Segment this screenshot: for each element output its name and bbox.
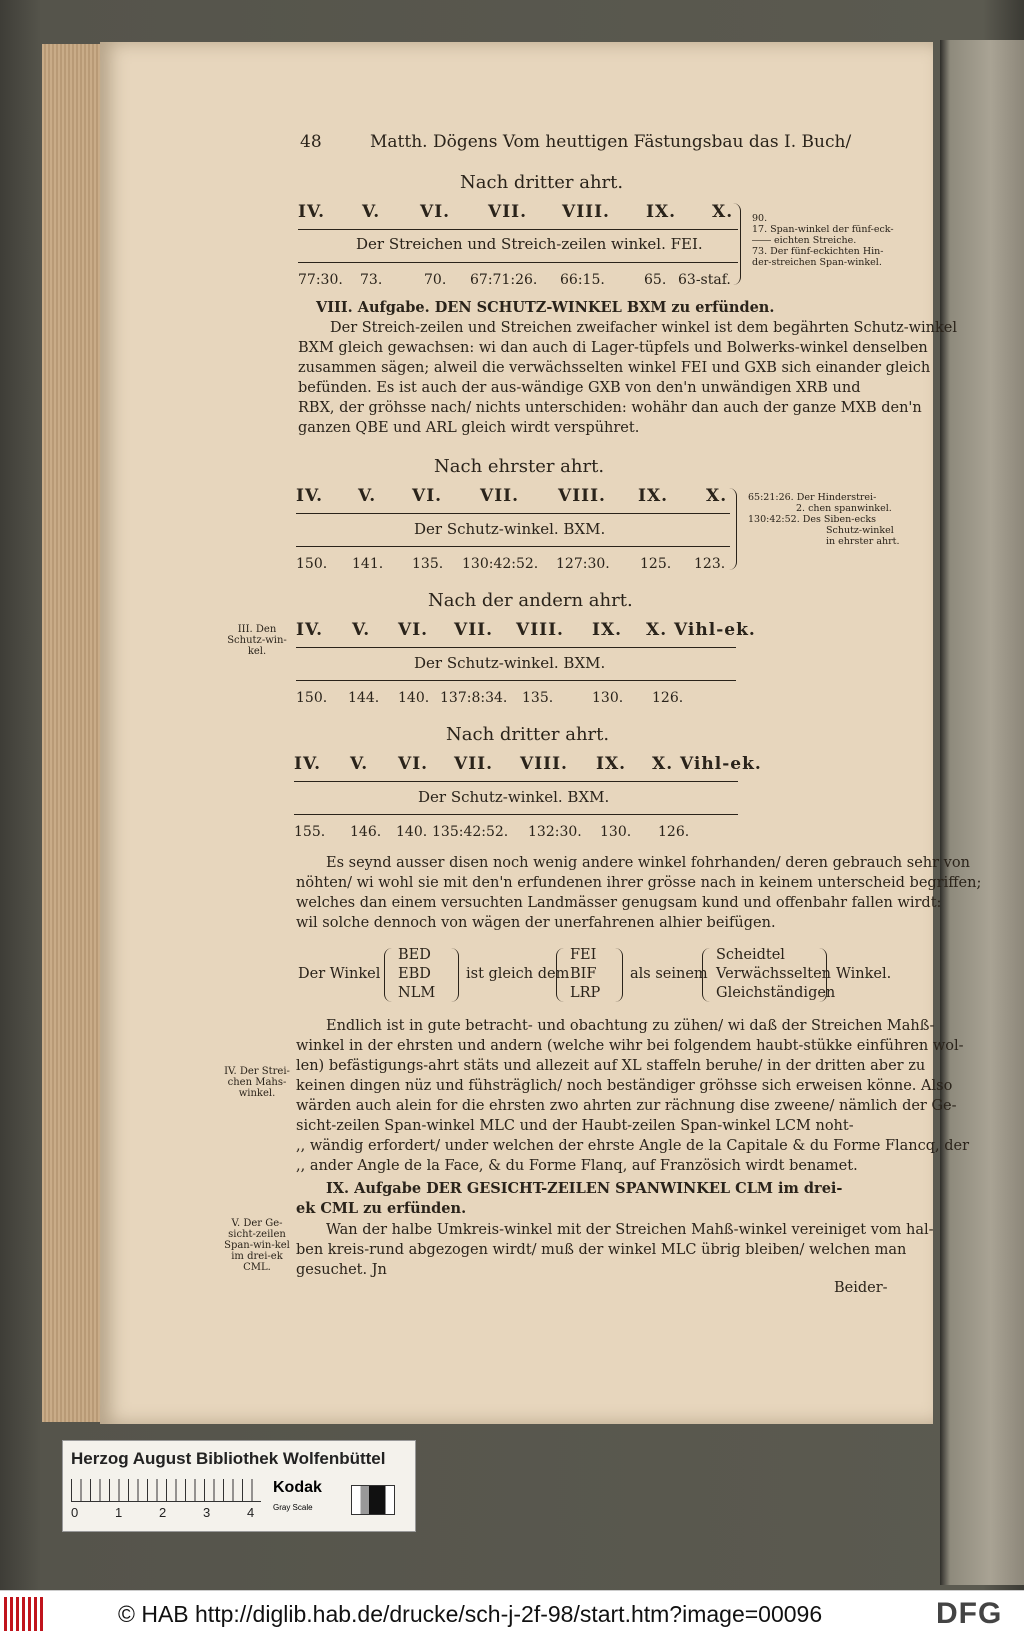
table2-brace-bottom	[296, 546, 730, 556]
margin-note-v: V. Der Ge-sicht-zeilen Span-win-kel im drei-ek CML.	[224, 1218, 290, 1273]
table4-col-4: VIII.	[520, 754, 568, 774]
table3-col-1: V.	[352, 620, 371, 640]
table4-label: Der Schutz-winkel. BXM.	[418, 788, 610, 806]
table2-val-6: 123.	[694, 556, 726, 572]
table3-col-5: IX.	[592, 620, 623, 640]
table3-brace-bottom	[296, 680, 736, 690]
table3-col-3: VII.	[454, 620, 494, 640]
para-other-1: nöhten/ wi wohl sie mit den'n erfundenen ihrer grösse nach in keinem unterscheid begriffen;	[296, 875, 982, 891]
dfg-logo: DFG	[936, 1597, 1003, 1630]
table3-col-0: IV.	[296, 620, 324, 640]
table4-val-5: 130.	[600, 824, 632, 840]
table4-col-6: X. Vihl-ek.	[652, 754, 762, 774]
table4-val-0: 155.	[294, 824, 326, 840]
scale-number-4: 4	[247, 1505, 255, 1520]
table4-title: Nach dritter ahrt.	[446, 724, 610, 745]
table1-brace-bottom	[298, 262, 738, 272]
task8-line-2: zusammen sägen; alweil die verwächsselten winkel FEI und GXB sich einander gleich	[298, 360, 931, 376]
kodak-label: Kodak Gray Scale	[273, 1479, 322, 1512]
table2-val-2: 135.	[412, 556, 444, 572]
equiv-prefix: Der Winkel	[298, 966, 381, 982]
table4-col-3: VII.	[454, 754, 494, 774]
table3-col-4: VIII.	[516, 620, 564, 640]
hab-logo-icon	[4, 1597, 44, 1631]
para-end-3: keinen dingen nüz und fühsträglich/ noch beständiger gröhsse sich erweisen könne. Also	[296, 1078, 953, 1094]
table2-col-1: V.	[358, 486, 377, 506]
para-end-4: wärden auch alein for die ehrsten zwo ahrten zur rächnung dise zweene/ nämlich der Ge-	[296, 1098, 957, 1114]
para-end-0: Endlich ist in gute betracht- und obachtung zu zühen/ wi daß der Streichen Mahß-	[326, 1018, 935, 1034]
equiv-brace-1-left	[384, 948, 395, 1002]
table1-col-1: V.	[362, 202, 381, 222]
table4-col-5: IX.	[596, 754, 627, 774]
table1-col-4: VIII.	[562, 202, 610, 222]
table3-val-3: 137:8:34.	[440, 690, 508, 706]
table4-brace-bottom	[294, 814, 738, 824]
table2-col-5: IX.	[638, 486, 669, 506]
table4-val-6: 126.	[658, 824, 690, 840]
page-number: 48	[300, 132, 322, 152]
table3-col-2: VI.	[398, 620, 429, 640]
table1-val-2: 70.	[424, 272, 447, 288]
para-end-7: ,, ander Angle de la Face, & du Forme Flanq, auf Französich wirdt benamet.	[296, 1158, 858, 1174]
gray-patch	[351, 1485, 395, 1515]
table2-val-3: 130:42:52.	[462, 556, 539, 572]
library-name: Herzog August Bibliothek Wolfenbüttel	[71, 1449, 386, 1468]
table4-col-1: V.	[350, 754, 369, 774]
scale-number-0: 0	[71, 1505, 79, 1520]
table3-col-6: X. Vihl-ek.	[646, 620, 756, 640]
table2-brace-top	[296, 504, 730, 514]
table1-val-3: 67:71:26.	[470, 272, 538, 288]
table3-label: Der Schutz-winkel. BXM.	[414, 654, 606, 672]
margin-note-iv: IV. Der Strei-chen Mahs-winkel.	[224, 1066, 290, 1099]
table2-val-1: 141.	[352, 556, 384, 572]
table1-side-brace	[730, 203, 741, 285]
table2-col-3: VII.	[480, 486, 520, 506]
task9-line-2: gesuchet. Jn	[296, 1262, 387, 1278]
para-other-3: wil solche dennoch von wägen der unerfahrenen alhier beifügen.	[296, 915, 776, 931]
task9-heading-2: ek CML zu erfünden.	[296, 1200, 467, 1217]
task8-line-0: Der Streich-zeilen und Streichen zweifacher winkel ist dem begährten Schutz-winkel	[330, 320, 958, 336]
table4-val-1: 146.	[350, 824, 382, 840]
scale-number-1: 1	[115, 1505, 123, 1520]
table1-val-1: 73.	[360, 272, 383, 288]
task9-line-1: ben kreis-rund abgezogen wirdt/ muß der winkel MLC übrig bleiben/ welchen man	[296, 1242, 907, 1258]
table1-col-3: VII.	[488, 202, 528, 222]
table4-col-0: IV.	[294, 754, 322, 774]
ruler-scale	[71, 1479, 261, 1502]
table1-col-0: IV.	[298, 202, 326, 222]
para-other-0: Es seynd ausser disen noch wenig andere winkel fohrhanden/ deren gebrauch sehr von	[326, 855, 970, 871]
footer-link[interactable]: © HAB http://diglib.hab.de/drucke/sch-j-2f-98/start.htm?image=00096	[118, 1601, 823, 1627]
table2-val-4: 127:30.	[556, 556, 610, 572]
para-other-2: welches dan einem versuchten Landmässer genugsam kund und offenbahr fallen wirdt:	[296, 895, 942, 911]
table4-val-4: 132:30.	[528, 824, 582, 840]
table3-val-5: 130.	[592, 690, 624, 706]
equiv-brace-1-right	[448, 948, 459, 1002]
table3-val-1: 144.	[348, 690, 380, 706]
task8-line-1: BXM gleich gewachsen: wi dan auch di Lager-tüpfels und Bolwerks-winkel denselben	[298, 340, 928, 356]
table2-val-5: 125.	[640, 556, 672, 572]
table1-label: Der Streichen und Streich-zeilen winkel. FEI.	[356, 235, 703, 253]
running-head: Matth. Dögens Vom heuttigen Fästungsbau das I. Buch/	[370, 132, 852, 152]
table2-label: Der Schutz-winkel. BXM.	[414, 520, 606, 538]
task9-line-0: Wan der halbe Umkreis-winkel mit der Streichen Mahß-winkel vereiniget vom hal-	[326, 1222, 934, 1238]
equiv-group-2: FEI BIF LRP	[570, 947, 601, 1001]
margin-note-iii: III. Den Schutz-win-kel.	[227, 624, 287, 657]
task8-line-5: ganzen QBE und ARL gleich wirdt verspühret.	[298, 420, 640, 436]
table1-side-notes: 90. 17. Span-winkel der fünf-eck- ―― eichten Streiche. 73. Der fünf-eckichten Hin- der-streichen Span-winkel.	[752, 213, 894, 268]
table3-val-4: 135.	[522, 690, 554, 706]
table1-val-6: 63-staf.	[678, 272, 731, 288]
para-end-6: ,, wändig erfordert/ under welchen der ehrste Angle de la Capitale & du Forme Flancq, der	[296, 1138, 970, 1154]
para-end-5: sicht-zeilen Span-winkel MLC und der Haubt-zeilen Span-winkel LCM noht-	[296, 1118, 854, 1134]
catchword: Beider-	[834, 1280, 888, 1296]
table4-col-2: VI.	[398, 754, 429, 774]
page-edge	[42, 44, 104, 1422]
table1-col-6: X.	[712, 202, 734, 222]
table1-val-4: 66:15.	[560, 272, 605, 288]
table3-val-6: 126.	[652, 690, 684, 706]
table2-title: Nach ehrster ahrt.	[434, 456, 605, 477]
table2-col-6: X.	[706, 486, 728, 506]
task9-heading: IX. Aufgabe DER GESICHT-ZEILEN SPANWINKEL CLM im drei-	[326, 1180, 843, 1197]
table1-val-5: 65.	[644, 272, 667, 288]
equiv-brace-3-left	[702, 948, 713, 1002]
table1-val-0: 77:30.	[298, 272, 343, 288]
table1-title: Nach dritter ahrt.	[460, 172, 624, 193]
equiv-brace-2-left	[556, 948, 567, 1002]
table4-brace-top	[294, 772, 738, 782]
para-end-2: len) befästigungs-ahrt stäts und allezeit auf XL staffeln beruhe/ in der dritten aber zu	[296, 1058, 926, 1074]
equiv-suffix: Winkel.	[836, 966, 892, 982]
scale-number-3: 3	[203, 1505, 211, 1520]
table4-val-2: 140.	[396, 824, 428, 840]
table3-val-0: 150.	[296, 690, 328, 706]
scale-number-2: 2	[159, 1505, 167, 1520]
equiv-middle-1: ist gleich dem	[466, 966, 570, 982]
footer-bar	[0, 1590, 1024, 1638]
task8-line-3: befünden. Es ist auch der aus-wändige GXB von den'n unwändigen XRB und	[298, 380, 861, 396]
table2-col-0: IV.	[296, 486, 324, 506]
table2-col-4: VIII.	[558, 486, 606, 506]
para-end-1: winkel in der ehrsten und andern (welche wihr bei folgendem haubt-stükke einführen wol-	[296, 1038, 964, 1054]
colour-target	[62, 1440, 416, 1532]
table1-col-5: IX.	[646, 202, 677, 222]
table2-col-2: VI.	[412, 486, 443, 506]
task8-line-4: RBX, der gröhsse nach/ nichts unterschiden: wohähr dan auch der ganze MXB den'n	[298, 400, 922, 416]
facing-page-edge	[940, 40, 1024, 1585]
equiv-group-3: Scheidtel Verwächsselten Gleichständigen	[716, 947, 836, 1001]
equiv-middle-2: als seinem	[630, 966, 708, 982]
table3-val-2: 140.	[398, 690, 430, 706]
equiv-group-1: BED EBD NLM	[398, 947, 436, 1001]
table2-side-brace	[726, 488, 737, 570]
table1-brace-top	[298, 220, 738, 230]
equiv-brace-2-right	[612, 948, 623, 1002]
table3-title: Nach der andern ahrt.	[428, 590, 633, 611]
table3-brace-top	[296, 638, 736, 648]
table4-val-3: 135:42:52.	[432, 824, 509, 840]
table1-col-2: VI.	[420, 202, 451, 222]
table2-val-0: 150.	[296, 556, 328, 572]
task8-heading: VIII. Aufgabe. DEN SCHUTZ-WINKEL BXM zu erfünden.	[316, 299, 775, 316]
table2-side-notes: 65:21:26. Der Hinderstrei- 2. chen spanwinkel. 130:42:52. Des Siben-ecks Schutz-winkel in ehrster ahrt.	[748, 492, 900, 547]
equiv-brace-3-right	[816, 948, 827, 1002]
